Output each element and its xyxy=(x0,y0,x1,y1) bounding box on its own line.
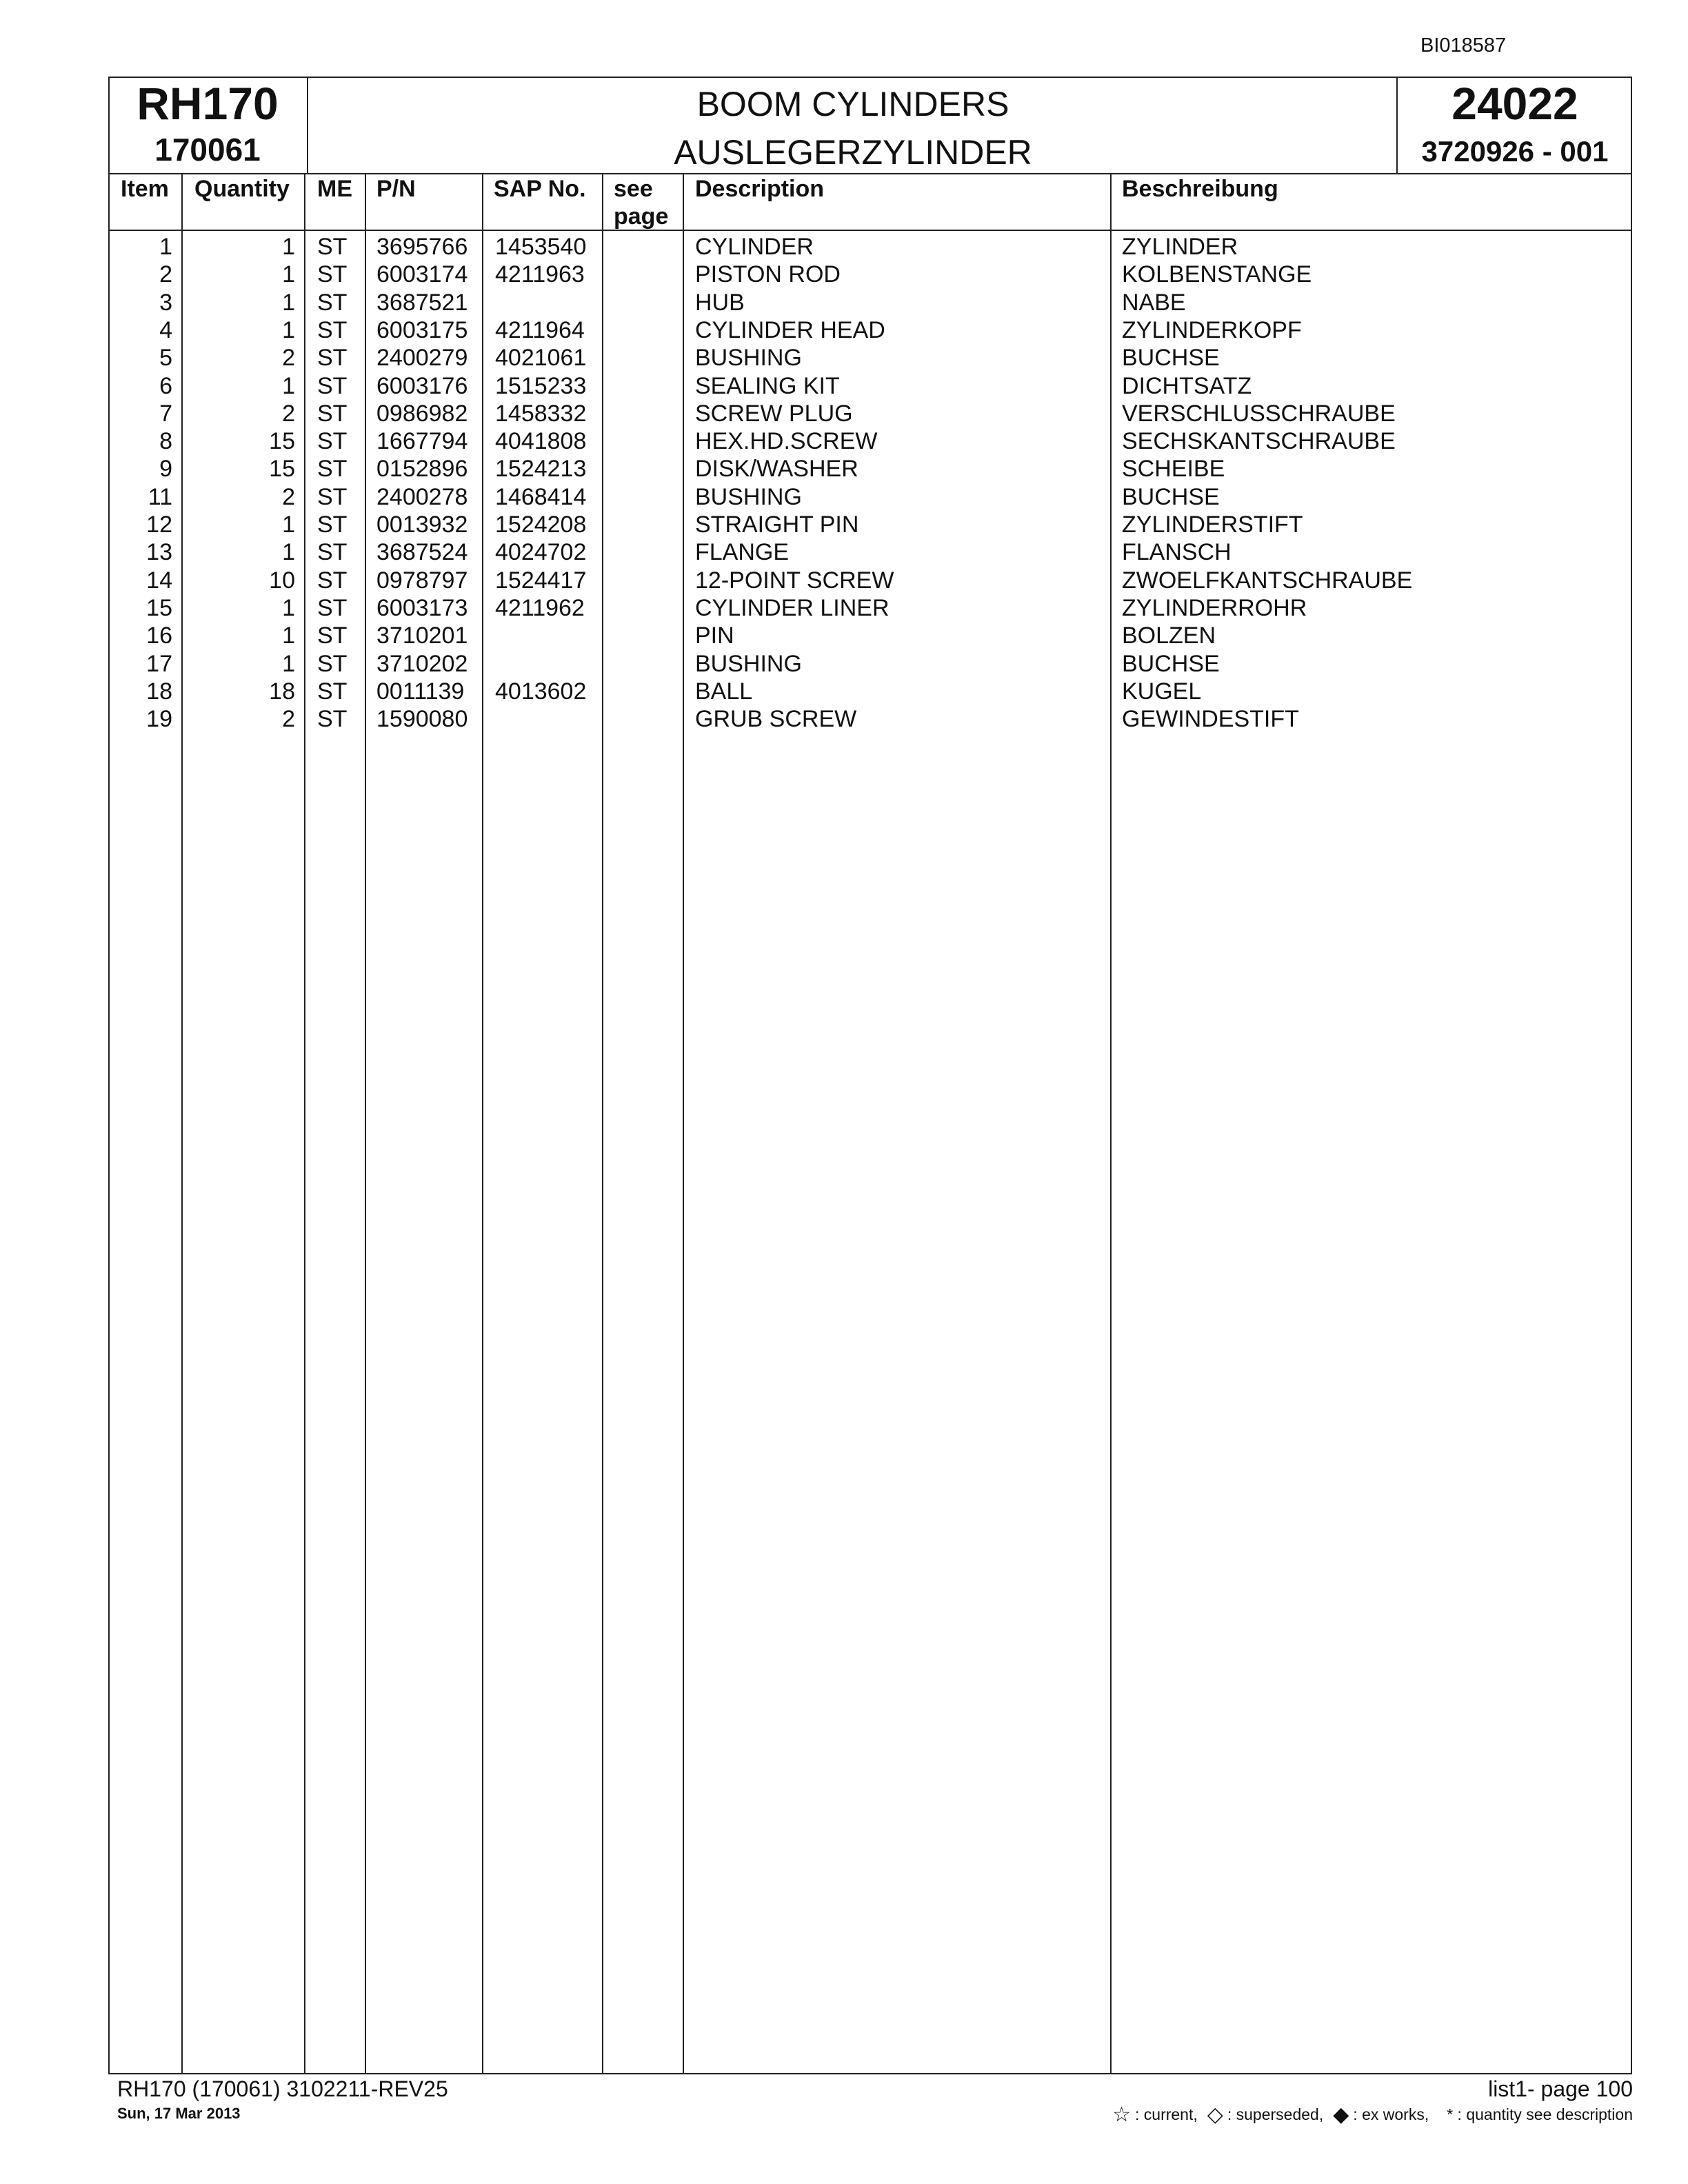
group-number: 24022 xyxy=(1451,78,1578,129)
cell-description: BALL xyxy=(695,678,753,705)
header-divider xyxy=(108,173,1632,174)
cell-item: 8 xyxy=(159,428,172,455)
cell-sap: 1524208 xyxy=(495,512,587,538)
cell-me: ST xyxy=(317,512,348,538)
cell-item: 9 xyxy=(159,456,172,483)
cell-me: ST xyxy=(317,539,348,566)
cell-beschreibung: ZYLINDERKOPF xyxy=(1122,316,1302,343)
cell-quantity: 1 xyxy=(282,623,295,649)
cell-sap: 4211962 xyxy=(495,594,585,621)
cell-pn: 0013932 xyxy=(376,512,468,538)
cell-description: GRUB SCREW xyxy=(695,706,857,733)
cell-sap: 1524417 xyxy=(495,567,587,594)
cell-description: BUSHING xyxy=(695,483,802,510)
cell-beschreibung: KUGEL xyxy=(1122,678,1202,705)
cell-pn: 6003175 xyxy=(376,316,468,343)
page-title-german: AUSLEGERZYLINDER xyxy=(674,133,1032,172)
cell-pn: 0011139 xyxy=(376,678,465,705)
cell-description: HEX.HD.SCREW xyxy=(695,428,878,455)
cell-quantity: 18 xyxy=(269,678,295,705)
cell-description: 12-POINT SCREW xyxy=(695,567,894,594)
cell-me: ST xyxy=(317,261,348,288)
cell-item: 5 xyxy=(159,345,172,372)
cell-pn: 1590080 xyxy=(376,706,468,733)
diamond-outline-icon: ◇ xyxy=(1207,2103,1223,2126)
column-separator xyxy=(1110,173,1112,2074)
cell-beschreibung: KOLBENSTANGE xyxy=(1122,261,1312,288)
cell-pn: 3687524 xyxy=(376,539,468,566)
column-separator xyxy=(482,173,483,2074)
footer-date: Sun, 17 Mar 2013 xyxy=(117,2105,241,2122)
cell-quantity: 1 xyxy=(282,539,295,566)
cell-pn: 2400279 xyxy=(376,345,468,372)
cell-sap: 4013602 xyxy=(495,678,587,705)
cell-quantity: 1 xyxy=(282,650,295,677)
cell-pn: 3710201 xyxy=(376,623,468,649)
cell-item: 6 xyxy=(159,372,172,399)
column-separator xyxy=(304,173,305,2074)
cell-quantity: 1 xyxy=(282,289,295,316)
cell-sap: 1453540 xyxy=(495,234,587,260)
cell-description: CYLINDER HEAD xyxy=(695,316,885,343)
cell-quantity: 1 xyxy=(282,316,295,343)
cell-sap: 1524213 xyxy=(495,456,587,483)
cell-sap: 4024702 xyxy=(495,539,587,566)
cell-me: ST xyxy=(317,345,348,372)
page-title: BOOM CYLINDERS xyxy=(696,85,1009,123)
cell-item: 14 xyxy=(146,567,172,594)
cell-beschreibung: SCHEIBE xyxy=(1122,456,1225,483)
cell-pn: 0152896 xyxy=(376,456,468,483)
footer-document-ref: RH170 (170061) 3102211-REV25 xyxy=(117,2076,448,2101)
column-header-me: ME xyxy=(317,176,352,202)
cell-sap: 4041808 xyxy=(495,428,587,455)
cell-beschreibung: ZYLINDERROHR xyxy=(1122,594,1307,621)
cell-quantity: 2 xyxy=(282,706,295,733)
cell-sap: 1458332 xyxy=(495,400,587,427)
cell-quantity: 1 xyxy=(282,234,295,260)
cell-quantity: 15 xyxy=(269,456,295,483)
cell-pn: 6003174 xyxy=(376,261,468,288)
cell-description: SCREW PLUG xyxy=(695,400,853,427)
part-reference: 3720926 - 001 xyxy=(1421,135,1609,168)
column-header-divider xyxy=(108,230,1632,231)
cell-sap: 1515233 xyxy=(495,372,587,399)
diamond-filled-icon: ◆ xyxy=(1333,2103,1349,2126)
cell-pn: 2400278 xyxy=(376,483,468,510)
cell-item: 4 xyxy=(159,316,172,343)
cell-beschreibung: BUCHSE xyxy=(1122,483,1220,510)
cell-quantity: 1 xyxy=(282,372,295,399)
cell-pn: 0978797 xyxy=(376,567,468,594)
cell-item: 16 xyxy=(146,623,172,649)
cell-me: ST xyxy=(317,456,348,483)
cell-item: 13 xyxy=(146,539,172,566)
cell-beschreibung: BOLZEN xyxy=(1122,623,1216,649)
document-id: BI018587 xyxy=(1420,34,1507,57)
star-outline-icon: ☆ xyxy=(1112,2103,1131,2126)
cell-description: PIN xyxy=(695,623,734,649)
cell-me: ST xyxy=(317,650,348,677)
legend-ex-works: : ex works, xyxy=(1353,2105,1429,2123)
model-serial: 170061 xyxy=(154,132,261,168)
cell-item: 19 xyxy=(146,706,172,733)
cell-me: ST xyxy=(317,594,348,621)
symbol-legend xyxy=(1112,2103,1633,2127)
cell-description: FLANGE xyxy=(695,539,790,566)
cell-pn: 1667794 xyxy=(376,428,468,455)
cell-pn: 3710202 xyxy=(376,650,468,677)
column-header-page: page xyxy=(614,203,669,230)
cell-pn: 3695766 xyxy=(376,234,468,260)
cell-description: CYLINDER xyxy=(695,234,814,260)
cell-pn: 6003173 xyxy=(376,594,468,621)
cell-quantity: 2 xyxy=(282,345,295,372)
column-separator xyxy=(683,173,684,2074)
cell-description: DISK/WASHER xyxy=(695,456,858,483)
cell-me: ST xyxy=(317,234,348,260)
cell-description: BUSHING xyxy=(695,650,802,677)
cell-me: ST xyxy=(317,706,348,733)
cell-beschreibung: ZYLINDER xyxy=(1122,234,1238,260)
cell-item: 7 xyxy=(159,400,172,427)
cell-beschreibung: BUCHSE xyxy=(1122,345,1220,372)
cell-beschreibung: ZWOELFKANTSCHRAUBE xyxy=(1122,567,1413,594)
model-name: RH170 xyxy=(137,78,279,129)
cell-beschreibung: GEWINDESTIFT xyxy=(1122,706,1299,733)
cell-sap: 4021061 xyxy=(495,345,587,372)
cell-me: ST xyxy=(317,372,348,399)
column-separator xyxy=(365,173,366,2074)
cell-me: ST xyxy=(317,289,348,316)
cell-item: 12 xyxy=(146,512,172,538)
cell-beschreibung: SECHSKANTSCHRAUBE xyxy=(1122,428,1396,455)
cell-description: SEALING KIT xyxy=(695,372,840,399)
cell-pn: 6003176 xyxy=(376,372,468,399)
cell-me: ST xyxy=(317,400,348,427)
column-separator xyxy=(602,173,603,2074)
cell-quantity: 1 xyxy=(282,261,295,288)
cell-quantity: 2 xyxy=(282,400,295,427)
cell-description: BUSHING xyxy=(695,345,802,372)
cell-sap: 4211963 xyxy=(495,261,585,288)
cell-sap: 1468414 xyxy=(495,483,587,510)
cell-item: 2 xyxy=(159,261,172,288)
cell-description: STRAIGHT PIN xyxy=(695,512,859,538)
cell-beschreibung: VERSCHLUSSCHRAUBE xyxy=(1122,400,1396,427)
cell-item: 17 xyxy=(146,650,172,677)
cell-me: ST xyxy=(317,678,348,705)
cell-me: ST xyxy=(317,483,348,510)
column-header-quantity: Quantity xyxy=(194,176,290,202)
cell-sap: 4211964 xyxy=(495,316,585,343)
cell-quantity: 10 xyxy=(269,567,295,594)
legend-quantity: * : quantity see description xyxy=(1447,2105,1633,2123)
cell-item: 11 xyxy=(148,483,172,510)
cell-quantity: 1 xyxy=(282,594,295,621)
cell-beschreibung: BUCHSE xyxy=(1122,650,1220,677)
footer-page-number: list1- page 100 xyxy=(1488,2076,1633,2101)
cell-pn: 0986982 xyxy=(376,400,468,427)
cell-item: 3 xyxy=(159,289,172,316)
cell-beschreibung: FLANSCH xyxy=(1122,539,1232,566)
cell-me: ST xyxy=(317,567,348,594)
cell-item: 18 xyxy=(146,678,172,705)
cell-item: 1 xyxy=(159,234,172,260)
column-header-sap: SAP No. xyxy=(494,176,586,202)
column-header-pn: P/N xyxy=(376,176,416,202)
cell-description: CYLINDER LINER xyxy=(695,594,890,621)
column-header-item: Item xyxy=(121,176,169,202)
cell-quantity: 15 xyxy=(269,428,295,455)
column-header-see: see xyxy=(614,176,653,202)
legend-superseded: : superseded, xyxy=(1227,2105,1324,2123)
cell-pn: 3687521 xyxy=(376,289,468,316)
cell-me: ST xyxy=(317,623,348,649)
column-header-beschreibung: Beschreibung xyxy=(1122,176,1278,202)
legend-current: : current, xyxy=(1135,2105,1198,2123)
cell-me: ST xyxy=(317,316,348,343)
cell-description: HUB xyxy=(695,289,745,316)
cell-quantity: 2 xyxy=(282,483,295,510)
cell-beschreibung: DICHTSATZ xyxy=(1122,372,1252,399)
cell-quantity: 1 xyxy=(282,512,295,538)
cell-beschreibung: ZYLINDERSTIFT xyxy=(1122,512,1303,538)
cell-beschreibung: NABE xyxy=(1122,289,1186,316)
cell-me: ST xyxy=(317,428,348,455)
cell-description: PISTON ROD xyxy=(695,261,841,288)
cell-item: 15 xyxy=(146,594,172,621)
column-header-description: Description xyxy=(695,176,825,202)
